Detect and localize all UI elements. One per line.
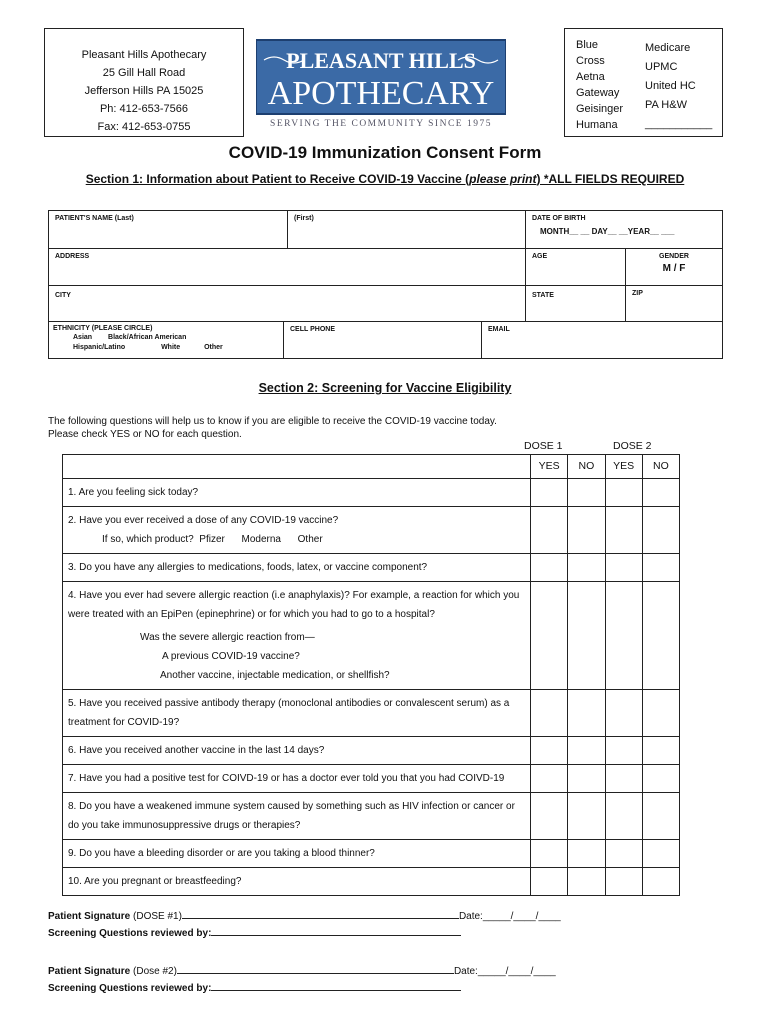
question-row-2 — [63, 507, 680, 554]
patient-signature-label: Patient Signature — [48, 911, 131, 922]
date-field-dose1[interactable]: _____/____/____ — [482, 911, 561, 922]
dose2-no-checkbox[interactable] — [642, 737, 679, 765]
question-text: 4. Have you ever had severe allergic reaction (i.e anaphylaxis)? For example, a reaction for which you were treated with an EpiPen (epinephrine) or for which you had to go to a hospital? — [68, 590, 520, 620]
table-header-row — [63, 455, 680, 479]
cell-phone-label: CELL PHONE — [290, 326, 335, 333]
question-text: 7. Have you had a positive test for COIVD-19 or has a doctor ever told you that you had COIVD-19 — [63, 765, 531, 793]
dob-label: DATE OF BIRTH — [532, 215, 586, 222]
dose2-no-checkbox[interactable] — [642, 765, 679, 793]
dose2-no-checkbox[interactable] — [642, 507, 679, 554]
question-subtext: Was the severe allergic reaction from— — [140, 632, 315, 643]
section2-heading: Section 2: Screening for Vaccine Eligibility — [258, 381, 512, 395]
insurer: Gateway — [576, 87, 620, 99]
insurer: UPMC — [645, 61, 678, 73]
dose2-no-checkbox[interactable] — [642, 690, 679, 737]
dose1-no-checkbox[interactable] — [568, 479, 605, 507]
screening-table — [62, 454, 680, 896]
question-cell — [63, 507, 531, 554]
dose2-no-checkbox[interactable] — [642, 793, 679, 840]
dose1-no-checkbox[interactable] — [568, 582, 605, 690]
pharmacy-phone: Ph: 412-653-7566 — [99, 103, 189, 115]
dose1-no-checkbox[interactable] — [568, 868, 605, 896]
question-row-3 — [63, 554, 680, 582]
reviewed-by-line-dose1[interactable] — [211, 926, 461, 936]
dose1-yes-checkbox[interactable] — [531, 554, 568, 582]
cell-phone-field[interactable] — [283, 321, 482, 359]
dose1-yes-checkbox[interactable] — [531, 765, 568, 793]
ethnicity-field[interactable] — [48, 321, 284, 359]
dose1-tag: (DOSE #1) — [130, 911, 182, 922]
section1-heading — [0, 172, 770, 186]
insurer: Cross — [576, 55, 605, 67]
form-title: COVID-19 Immunization Consent Form — [228, 143, 542, 162]
question-row-7 — [63, 765, 680, 793]
ethnicity-option-asian[interactable]: Asian — [73, 334, 93, 341]
dose2-no-checkbox[interactable] — [642, 840, 679, 868]
gender-label: GENDER — [659, 253, 689, 260]
state-field[interactable] — [525, 285, 626, 322]
city-label: CITY — [55, 292, 71, 299]
email-field[interactable] — [481, 321, 723, 359]
patient-last-name-label: PATIENT'S NAME (Last) — [55, 215, 134, 222]
dose2-yes-checkbox[interactable] — [605, 793, 642, 840]
dose1-yes-header: YES — [531, 455, 568, 479]
dose1-no-checkbox[interactable] — [568, 554, 605, 582]
ethnicity-option-other[interactable]: Other — [204, 344, 223, 351]
ethnicity-label: ETHNICITY (PLEASE CIRCLE) — [53, 325, 153, 332]
patient-first-name-field[interactable] — [287, 210, 526, 249]
dose2-yes-checkbox[interactable] — [605, 690, 642, 737]
section1-text-a: Section 1: Information about Patient to Receive COVID-19 Vaccine ( — [85, 172, 470, 186]
dose2-no-checkbox[interactable] — [642, 554, 679, 582]
dose2-no-header: NO — [642, 455, 679, 479]
ethnicity-option-black[interactable]: Black/African American — [108, 334, 187, 341]
reviewed-by-label: Screening Questions reviewed by — [48, 983, 209, 994]
patient-signature-line-dose2[interactable] — [177, 964, 454, 974]
section1-text-b: please print — [469, 172, 537, 186]
dose2-yes-checkbox[interactable] — [605, 554, 642, 582]
dose2-label: DOSE 2 — [613, 440, 652, 452]
dob-field[interactable] — [525, 210, 723, 249]
date-field-dose2[interactable]: _____/____/____ — [477, 966, 556, 977]
dose1-no-checkbox[interactable] — [568, 793, 605, 840]
question-text: 10. Are you pregnant or breastfeeding? — [63, 868, 531, 896]
dose2-no-checkbox[interactable] — [642, 479, 679, 507]
gender-field[interactable] — [625, 248, 723, 286]
question-text: 3. Do you have any allergies to medications, foods, latex, or vaccine component? — [63, 554, 531, 582]
pharmacy-fax: Fax: 412-653-0755 — [97, 121, 191, 133]
dose1-yes-checkbox[interactable] — [531, 690, 568, 737]
ethnicity-option-hispanic[interactable]: Hispanic/Latino — [73, 344, 126, 351]
question-text: 1. Are you feeling sick today? — [63, 479, 531, 507]
dose2-yes-checkbox[interactable] — [605, 507, 642, 554]
question-header-cell — [63, 455, 531, 479]
question-text: 9. Do you have a bleeding disorder or are you taking a blood thinner? — [63, 840, 531, 868]
dose2-yes-checkbox[interactable] — [605, 737, 642, 765]
section1-text-c: ) *ALL FIELDS REQUIRED — [536, 172, 685, 186]
pharmacy-street: 25 Gill Hall Road — [102, 67, 186, 79]
dob-format: MONTH__ __ DAY__ __YEAR__ ___ — [540, 227, 675, 236]
reviewed-by-line-dose2[interactable] — [211, 981, 461, 991]
dose2-yes-checkbox[interactable] — [605, 765, 642, 793]
dose1-yes-checkbox[interactable] — [531, 840, 568, 868]
zip-field[interactable] — [625, 285, 723, 322]
pharmacy-city: Jefferson Hills PA 15025 — [84, 85, 204, 97]
logo-line2: APOTHECARY — [267, 75, 495, 112]
question-subtext: Another vaccine, injectable medication, or shellfish? — [160, 670, 390, 681]
insurer: Geisinger — [576, 103, 624, 115]
dose1-no-checkbox[interactable] — [568, 840, 605, 868]
dose2-yes-header: YES — [605, 455, 642, 479]
question-text: 2. Have you ever received a dose of any COVID-19 vaccine? — [68, 515, 339, 526]
question-subtext: A previous COVID-19 vaccine? — [162, 651, 300, 662]
question-subtext: If so, which product? Pfizer Moderna Other — [102, 534, 323, 545]
dose1-yes-checkbox[interactable] — [531, 582, 568, 690]
dose2-yes-checkbox[interactable] — [605, 868, 642, 896]
insurance-col2 — [645, 39, 712, 134]
dose1-yes-checkbox[interactable] — [531, 868, 568, 896]
logo-line1: PLEASANT HILLS — [286, 48, 476, 73]
question-text: 5. Have you received passive antibody therapy (monoclonal antibodies or convalescent serum) as a treatment for COVID-19? — [63, 690, 531, 737]
dose2-no-checkbox[interactable] — [642, 868, 679, 896]
ethnicity-option-white[interactable]: White — [161, 344, 181, 351]
dose2-no-checkbox[interactable] — [642, 582, 679, 690]
age-label: AGE — [532, 253, 548, 260]
zip-label: ZIP — [632, 290, 643, 297]
dose1-yes-checkbox[interactable] — [531, 737, 568, 765]
city-field[interactable] — [48, 285, 526, 322]
insurer: United HC — [645, 80, 696, 92]
dose2-tag: (Dose #2) — [130, 966, 177, 977]
section2-intro — [48, 415, 648, 441]
insurance-box — [564, 28, 723, 137]
dose2-yes-checkbox[interactable] — [605, 840, 642, 868]
dose1-label: DOSE 1 — [524, 440, 563, 452]
insurer-other-blank[interactable]: ___________ — [645, 118, 713, 130]
dose1-no-checkbox[interactable] — [568, 737, 605, 765]
date-label: Date: — [458, 911, 483, 922]
date-label: Date: — [453, 966, 478, 977]
patient-signature-label: Patient Signature — [48, 966, 131, 977]
question-row-10 — [63, 868, 680, 896]
dose1-no-checkbox[interactable] — [568, 690, 605, 737]
signature-block-dose1: Patient Signature (DOSE #1) Date:_____/____/____ Screening Questions reviewed by: — [48, 911, 561, 939]
address-field[interactable] — [48, 248, 526, 286]
question-row-4 — [63, 582, 680, 690]
signature-block-dose2: Patient Signature (Dose #2) Date:_____/____/____ Screening Questions reviewed by: — [48, 966, 556, 994]
dose1-yes-checkbox[interactable] — [531, 479, 568, 507]
email-label: EMAIL — [488, 326, 510, 333]
dose2-yes-checkbox[interactable] — [605, 479, 642, 507]
dose1-yes-checkbox[interactable] — [531, 793, 568, 840]
insurer: Humana — [576, 119, 618, 131]
patient-last-name-field[interactable] — [48, 210, 288, 249]
question-text: 6. Have you received another vaccine in the last 14 days? — [63, 737, 531, 765]
question-row-5 — [63, 690, 680, 737]
intro-line1: The following questions will help us to know if you are eligible to receive the COVID-19 vaccine today. — [48, 416, 497, 427]
dose1-no-checkbox[interactable] — [568, 507, 605, 554]
intro-line2: Please check YES or NO for each question. — [48, 429, 242, 440]
ethnicity-row1 — [53, 334, 279, 341]
pharmacy-logo — [256, 38, 506, 128]
state-label: STATE — [532, 292, 554, 299]
insurer: Aetna — [576, 71, 605, 83]
dose1-no-checkbox[interactable] — [568, 765, 605, 793]
logo-tagline: SERVING THE COMMUNITY SINCE 1975 — [270, 119, 492, 128]
address-label: ADDRESS — [55, 253, 90, 260]
insurer: Medicare — [645, 42, 691, 54]
dose1-no-header: NO — [568, 455, 605, 479]
patient-signature-line-dose1[interactable] — [182, 909, 459, 919]
question-cell — [63, 582, 531, 690]
dose1-yes-checkbox[interactable] — [531, 507, 568, 554]
question-row-9 — [63, 840, 680, 868]
patient-first-name-label: (First) — [294, 215, 314, 222]
insurer: Blue — [576, 39, 599, 51]
pharmacy-name: Pleasant Hills Apothecary — [81, 49, 207, 61]
dose2-yes-checkbox[interactable] — [605, 582, 642, 690]
question-row-6 — [63, 737, 680, 765]
age-field[interactable] — [525, 248, 626, 286]
gender-options: M / F — [662, 263, 686, 274]
question-row-8 — [63, 793, 680, 840]
pharmacy-info-box — [44, 28, 244, 137]
ethnicity-row2 — [53, 344, 279, 351]
question-row-1 — [63, 479, 680, 507]
insurance-col1 — [576, 37, 623, 133]
question-text: 8. Do you have a weakened immune system caused by something such as HIV infection or cancer or do you take immunosuppressive drugs or therapies? — [63, 793, 531, 840]
reviewed-by-label: Screening Questions reviewed by — [48, 928, 209, 939]
insurer: PA H&W — [645, 99, 687, 111]
